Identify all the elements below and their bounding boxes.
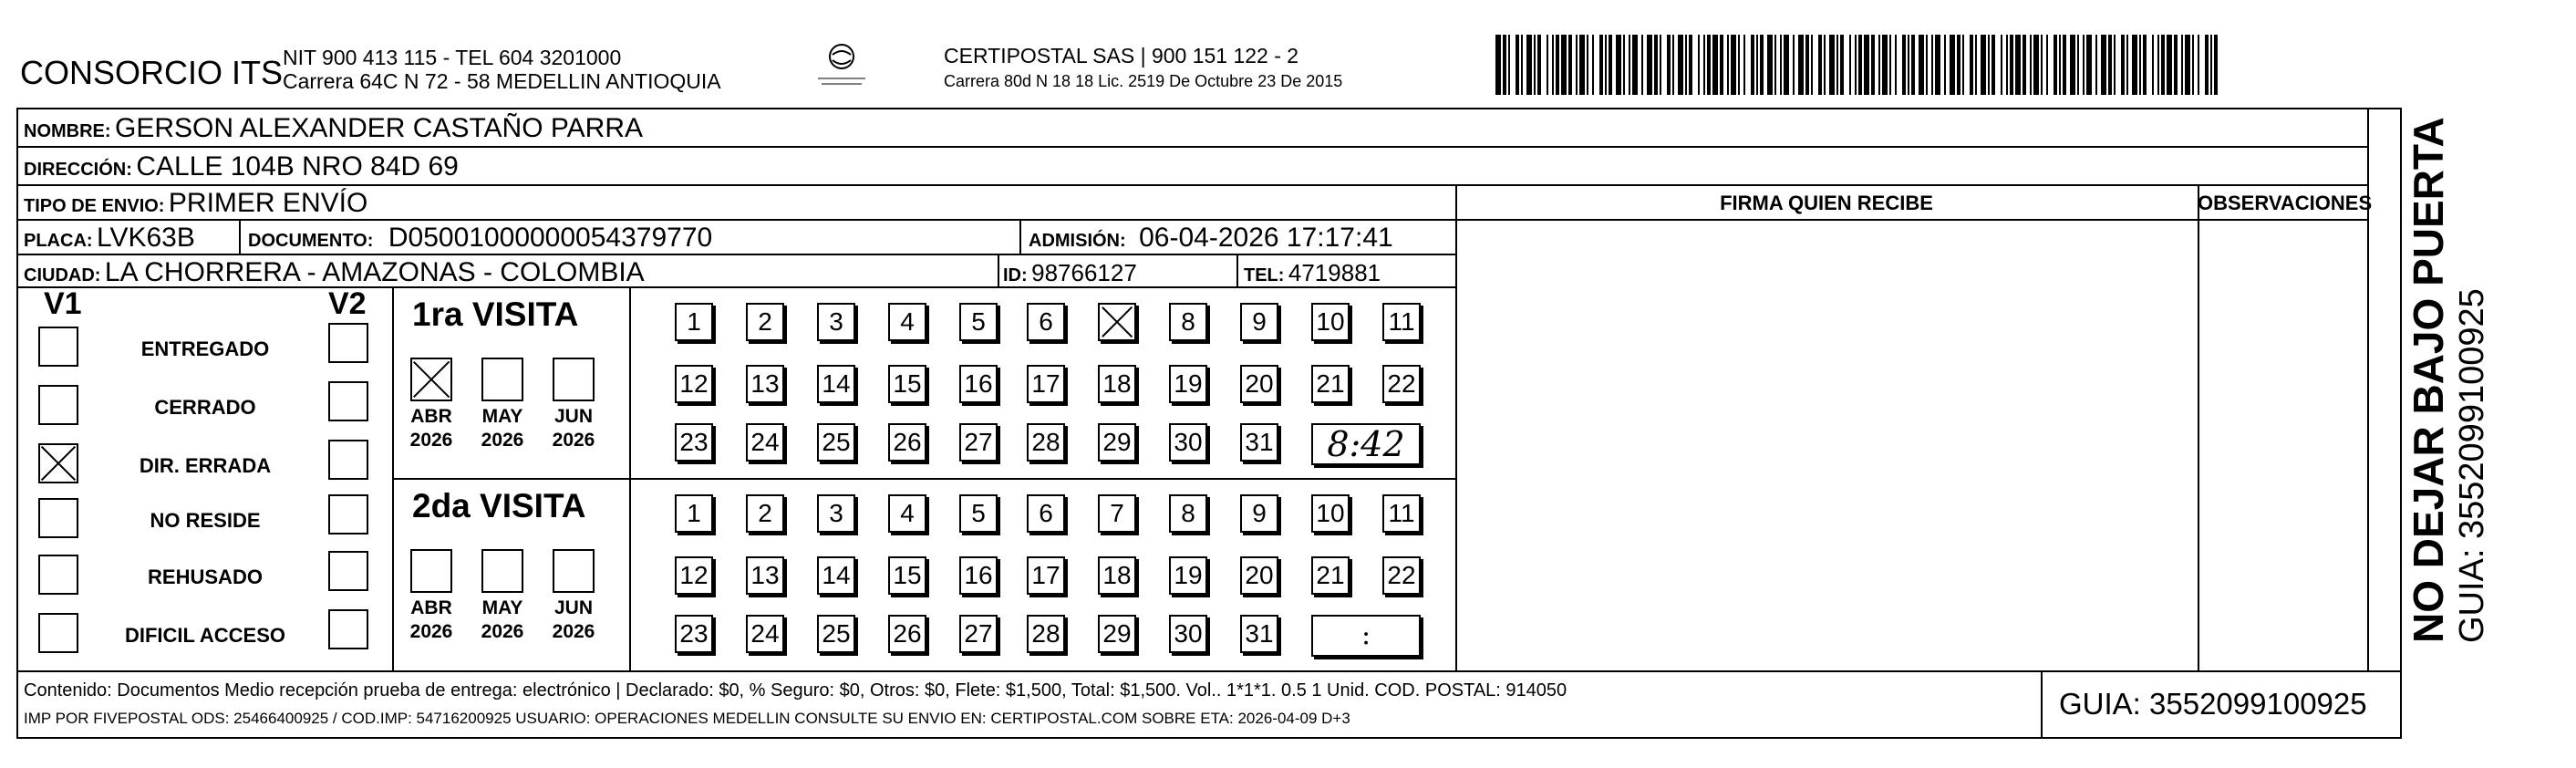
barcode-bar (1534, 35, 1536, 95)
v1-checkbox[interactable] (38, 555, 78, 595)
v2-checkbox[interactable] (328, 323, 368, 363)
barcode-bar (1911, 35, 1915, 95)
barcode-bar (1902, 35, 1906, 95)
barcode-bar (2101, 35, 2106, 95)
barcode-bar (1824, 35, 1826, 95)
barcode-bar (2095, 35, 2097, 95)
day-box[interactable]: 31 (1240, 615, 1278, 653)
barcode-bar (2077, 35, 2079, 95)
day-box[interactable]: 23 (675, 423, 713, 462)
barcode (1495, 35, 2225, 95)
tipo-value: PRIMER ENVÍO (168, 188, 368, 218)
barcode-bar (2143, 35, 2147, 95)
day-box[interactable]: 7 (1098, 494, 1136, 533)
barcode-bar (1743, 35, 1745, 95)
month-checkbox[interactable] (553, 549, 595, 593)
visit-time[interactable]: : (1311, 615, 1421, 657)
barcode-bar (1547, 35, 1548, 95)
barcode-bar (1988, 35, 1990, 95)
year-label: 2026 (481, 621, 524, 642)
barcode-bar (2214, 35, 2218, 95)
barcode-bar (1944, 35, 1946, 95)
v2-checkbox[interactable] (328, 551, 368, 591)
barcode-bar (1508, 35, 1510, 95)
day-box[interactable]: 24 (746, 615, 784, 653)
footer (16, 670, 2402, 739)
documento-value: D05001000000054379770 (388, 223, 713, 253)
barcode-bar (2114, 35, 2116, 95)
barcode-bar (1568, 35, 1572, 95)
barcode-bar (1975, 35, 1977, 95)
day-box[interactable]: 13 (746, 365, 784, 403)
barcode-bar (1689, 35, 1692, 95)
barcode-bar (1605, 35, 1607, 95)
day-box[interactable]: 1 (675, 303, 713, 341)
barcode-bar (1991, 35, 1995, 95)
barcode-bar (2132, 35, 2137, 95)
barcode-bar (2063, 35, 2066, 95)
barcode-bar (1738, 35, 1740, 95)
barcode-bar (1798, 35, 1804, 95)
barcode-bar (1760, 35, 1764, 95)
barcode-bar (1672, 35, 1674, 95)
barcode-bar (1751, 35, 1754, 95)
id-value: 98766127 (1031, 259, 1137, 286)
day-box[interactable]: 8 (1169, 303, 1207, 341)
day-box[interactable]: 5 (959, 303, 998, 341)
barcode-bar (2046, 35, 2048, 95)
day-box[interactable]: 22 (1382, 556, 1421, 595)
tel-value: 4719881 (1288, 259, 1381, 286)
visit-time[interactable]: 8:42 (1311, 423, 1421, 465)
admision-label: ADMISIÓN: (1029, 231, 1126, 251)
placa-label: PLACA: (24, 231, 93, 251)
documento-label: DOCUMENTO: (248, 231, 374, 251)
nombre-row (24, 115, 643, 142)
barcode-bar (1957, 35, 1960, 95)
barcode-bar (2205, 35, 2209, 95)
side-notice (2407, 117, 2489, 643)
barcode-bar (2185, 35, 2190, 95)
day-box[interactable]: 14 (817, 365, 855, 403)
day-box[interactable]: 24 (746, 423, 784, 462)
barcode-bar (1647, 35, 1652, 95)
barcode-bar (1537, 35, 1541, 95)
direccion-row (24, 153, 459, 181)
barcode-bar (1780, 35, 1782, 95)
month-checkbox[interactable] (410, 358, 452, 401)
month-checkbox[interactable] (481, 358, 523, 401)
barcode-bar (2041, 35, 2043, 95)
barcode-bar (1579, 35, 1585, 95)
barcode-bar (1720, 35, 1723, 95)
courier-address: Carrera 80d N 18 18 Lic. 2519 De Octubre 23 De 2015 (944, 72, 1343, 90)
day-box[interactable] (1098, 303, 1136, 341)
barcode-bar (1654, 35, 1658, 95)
barcode-bar (1609, 35, 1612, 95)
barcode-bar (2059, 35, 2061, 95)
day-box[interactable]: 2 (746, 494, 784, 533)
tel-label: TEL: (1244, 265, 1285, 285)
barcode-bar (1660, 35, 1661, 95)
barcode-bar (1767, 35, 1773, 95)
barcode-bar (1926, 35, 1928, 95)
ciudad-value: LA CHORRERA - AMAZONAS - COLOMBIA (104, 257, 645, 287)
day-box[interactable]: 26 (888, 615, 926, 653)
barcode-bar (1599, 35, 1603, 95)
day-box[interactable]: 14 (817, 556, 855, 595)
barcode-bar (1641, 35, 1643, 95)
day-box[interactable]: 18 (1098, 365, 1136, 403)
tel-row (1244, 261, 1381, 285)
barcode-bar (2174, 35, 2178, 95)
year-label: 2026 (409, 621, 453, 642)
barcode-bar (1849, 35, 1851, 95)
footer-contenido: Contenido: Documentos Medio recepción prueba de entrega: electrónico | Declarado: $0, % Seguro: $0, Otros: $0, Flete: $1,500, Total: $1,500. Vol.. 1*1*1. 0.5 1 Unid. COD. POSTAL: 914050 (24, 680, 1567, 701)
v2-checkbox[interactable] (328, 381, 368, 421)
barcode-bar (1698, 35, 1700, 95)
tipo-row (24, 190, 367, 217)
day-box[interactable]: 28 (1027, 615, 1065, 653)
day-box[interactable]: 11 (1382, 494, 1421, 533)
day-box[interactable]: 26 (888, 423, 926, 462)
barcode-bar (1516, 35, 1519, 95)
ciudad-row (24, 259, 645, 286)
day-box[interactable]: 1 (675, 494, 713, 533)
day-box[interactable]: 25 (817, 615, 855, 653)
status-label: DIFICIL ACCESO (124, 624, 285, 647)
day-box[interactable]: 31 (1240, 423, 1278, 462)
day-box[interactable]: 3 (817, 303, 855, 341)
day-box[interactable]: 8 (1169, 494, 1207, 533)
barcode-bar (2023, 35, 2026, 95)
v1-checkbox[interactable] (38, 443, 78, 483)
barcode-bar (2167, 35, 2172, 95)
day-box[interactable]: 13 (746, 556, 784, 595)
month-checkbox[interactable] (481, 549, 523, 593)
barcode-bar (1981, 35, 1986, 95)
v1-checkbox[interactable] (38, 613, 78, 653)
company-name: CONSORCIO ITS (20, 54, 284, 91)
day-box[interactable]: 18 (1098, 556, 1136, 595)
month-checkbox[interactable] (410, 549, 452, 593)
month-label: ABR (410, 597, 452, 618)
barcode-bar (1855, 35, 1857, 95)
barcode-bar (1970, 35, 1973, 95)
v2-checkbox[interactable] (328, 494, 368, 534)
barcode-bar (2083, 35, 2085, 95)
barcode-bar (1895, 35, 1897, 95)
barcode-bar (2152, 35, 2154, 95)
v1-header: V1 (44, 286, 82, 321)
barcode-bar (2033, 35, 2039, 95)
day-box[interactable]: 11 (1382, 303, 1421, 341)
barcode-bar (1889, 35, 1891, 95)
month-checkbox[interactable] (553, 358, 595, 401)
barcode-bar (1685, 35, 1687, 95)
admision-value: 06-04-2026 17:17:41 (1139, 223, 1393, 253)
ciudad-label: CIUDAD: (24, 265, 101, 285)
visit-title: 1ra VISITA (412, 296, 579, 333)
firma-header: FIRMA QUIEN RECIBE (1720, 192, 1933, 214)
barcode-bar (2006, 35, 2008, 95)
barcode-bar (1495, 35, 1501, 95)
month-label: JUN (553, 406, 593, 427)
barcode-bar (1526, 35, 1532, 95)
v1-checkbox[interactable] (38, 327, 78, 367)
day-box[interactable]: 23 (675, 615, 713, 653)
barcode-bar (1731, 35, 1736, 95)
day-box[interactable]: 2 (746, 303, 784, 341)
day-box[interactable]: 16 (959, 365, 998, 403)
barcode-bar (2157, 35, 2159, 95)
barcode-bar (2001, 35, 2002, 95)
barcode-bar (1935, 35, 1940, 95)
month-label: JUN (553, 597, 593, 618)
barcode-bar (1864, 35, 1869, 95)
barcode-bar (1858, 35, 1862, 95)
v2-checkbox[interactable] (328, 609, 368, 649)
courier-name: CERTIPOSTAL SAS | 900 151 122 - 2 (944, 44, 1299, 67)
barcode-bar (2030, 35, 2032, 95)
day-box[interactable]: 30 (1169, 615, 1207, 653)
day-box[interactable]: 21 (1311, 365, 1350, 403)
day-box[interactable]: 10 (1311, 494, 1350, 533)
day-box[interactable]: 12 (675, 556, 713, 595)
barcode-bar (1587, 35, 1588, 95)
day-box[interactable]: 19 (1169, 365, 1207, 403)
side-guia: GUIA: 3552099100925 (2453, 288, 2491, 643)
barcode-bar (1818, 35, 1822, 95)
barcode-bar (1793, 35, 1795, 95)
barcode-bar (2070, 35, 2075, 95)
barcode-bar (1616, 35, 1621, 95)
barcode-bar (1727, 35, 1729, 95)
barcode-bar (1667, 35, 1671, 95)
barcode-bar (1962, 35, 1964, 95)
barcode-bar (2126, 35, 2128, 95)
barcode-image (1495, 35, 2225, 95)
day-box[interactable]: 19 (1169, 556, 1207, 595)
day-box[interactable]: 25 (817, 423, 855, 462)
barcode-bar (2108, 35, 2112, 95)
barcode-bar (1811, 35, 1813, 95)
year-label: 2026 (552, 621, 595, 642)
day-box[interactable]: 4 (888, 303, 926, 341)
side-no-dejar: NO DEJAR BAJO PUERTA (2405, 117, 2452, 643)
direccion-value: CALLE 104B NRO 84D 69 (136, 151, 459, 182)
barcode-bar (2139, 35, 2141, 95)
barcode-bar (1561, 35, 1567, 95)
barcode-bar (1678, 35, 1683, 95)
barcode-bar (1556, 35, 1559, 95)
barcode-bar (2198, 35, 2199, 95)
day-box[interactable]: 27 (959, 615, 998, 653)
admision-row (1029, 224, 1393, 252)
v1-checkbox[interactable] (38, 385, 78, 425)
barcode-bar (1908, 35, 1909, 95)
barcode-bar (2181, 35, 2183, 95)
tipo-label: TIPO DE ENVIO: (24, 196, 165, 216)
barcode-bar (1882, 35, 1888, 95)
footer-imp: IMP POR FIVEPOSTAL ODS: 25466400925 / COD.IMP: 54716200925 USUARIO: OPERACIONES MEDELLIN CONSULTE SU ENVIO EN: CERTIPOSTAL.COM SOBRE ETA: 2026-04-09 D+3 (24, 710, 1350, 727)
day-box[interactable]: 29 (1098, 615, 1136, 653)
placa-value: LVK63B (97, 223, 195, 253)
day-box[interactable]: 9 (1240, 303, 1278, 341)
barcode-bar (1503, 35, 1506, 95)
barcode-bar (1871, 35, 1875, 95)
day-box[interactable]: 28 (1027, 423, 1065, 462)
company-nit: NIT 900 413 115 - TEL 604 3201000 (283, 46, 622, 69)
barcode-bar (1756, 35, 1758, 95)
month-label: MAY (481, 597, 523, 618)
status-label: ENTREGADO (140, 337, 270, 360)
barcode-bar (2121, 35, 2125, 95)
delivery-form (16, 108, 2402, 739)
barcode-bar (2086, 35, 2092, 95)
day-box[interactable]: 12 (675, 365, 713, 403)
visit-title: 2da VISITA (412, 487, 586, 524)
day-box[interactable]: 16 (959, 556, 998, 595)
barcode-bar (1712, 35, 1718, 95)
day-box[interactable]: 6 (1027, 494, 1065, 533)
status-label: NO RESIDE (150, 509, 261, 532)
barcode-bar (1774, 35, 1776, 95)
barcode-bar (2054, 35, 2057, 95)
day-box[interactable]: 6 (1027, 303, 1065, 341)
year-label: 2026 (552, 430, 595, 451)
barcode-bar (1805, 35, 1809, 95)
barcode-bar (1576, 35, 1578, 95)
day-box[interactable]: 17 (1027, 365, 1065, 403)
nombre-label: NOMBRE: (24, 121, 111, 141)
barcode-bar (1836, 35, 1838, 95)
v2-checkbox[interactable] (328, 440, 368, 480)
month-label: ABR (410, 406, 452, 427)
barcode-bar (2192, 35, 2194, 95)
footer-guia: GUIA: 3552099100925 (2059, 687, 2367, 721)
barcode-bar (1784, 35, 1789, 95)
company-address: Carrera 64C N 72 - 58 MEDELLIN ANTIOQUIA (283, 69, 721, 93)
direccion-label: DIRECCIÓN: (24, 160, 132, 180)
barcode-bar (1623, 35, 1625, 95)
barcode-bar (1840, 35, 1844, 95)
status-label: REHUSADO (148, 566, 263, 588)
day-box[interactable]: 15 (888, 365, 926, 403)
barcode-bar (1829, 35, 1835, 95)
barcode-bar (1703, 35, 1705, 95)
day-box[interactable]: 9 (1240, 494, 1278, 533)
day-box[interactable]: 20 (1240, 556, 1278, 595)
day-box[interactable]: 5 (959, 494, 998, 533)
barcode-bar (2015, 35, 2021, 95)
certipostal-logo (814, 42, 869, 89)
barcode-bar (1919, 35, 1924, 95)
day-box[interactable]: 4 (888, 494, 926, 533)
day-box[interactable]: 30 (1169, 423, 1207, 462)
barcode-bar (1931, 35, 1933, 95)
day-box[interactable]: 20 (1240, 365, 1278, 403)
v1-checkbox[interactable] (38, 498, 78, 538)
month-label: MAY (481, 406, 523, 427)
barcode-bar (2210, 35, 2212, 95)
id-label: ID: (1003, 265, 1028, 285)
barcode-bar (1629, 35, 1630, 95)
documento-row (248, 224, 712, 252)
barcode-bar (1950, 35, 1955, 95)
day-box[interactable]: 10 (1311, 303, 1350, 341)
day-box[interactable]: 15 (888, 556, 926, 595)
barcode-bar (2161, 35, 2165, 95)
day-box[interactable]: 3 (817, 494, 855, 533)
day-box[interactable]: 22 (1382, 365, 1421, 403)
observaciones-header: OBSERVACIONES (2198, 192, 2373, 214)
year-label: 2026 (481, 430, 524, 451)
barcode-bar (1707, 35, 1711, 95)
barcode-bar (1878, 35, 1880, 95)
barcode-bar (2010, 35, 2013, 95)
barcode-bar (1552, 35, 1554, 95)
day-box[interactable]: 21 (1311, 556, 1350, 595)
placa-row (24, 224, 195, 252)
barcode-bar (1521, 35, 1523, 95)
barcode-bar (1592, 35, 1594, 95)
day-box[interactable]: 29 (1098, 423, 1136, 462)
id-row (1003, 261, 1137, 285)
day-box[interactable]: 17 (1027, 556, 1065, 595)
year-label: 2026 (409, 430, 453, 451)
v2-header: V2 (328, 286, 367, 321)
day-box[interactable]: 27 (959, 423, 998, 462)
logo-icon (814, 42, 869, 89)
status-label: DIR. ERRADA (139, 454, 272, 477)
status-label: CERRADO (154, 396, 256, 419)
barcode-bar (1632, 35, 1638, 95)
nombre-value: GERSON ALEXANDER CASTAÑO PARRA (115, 113, 644, 143)
